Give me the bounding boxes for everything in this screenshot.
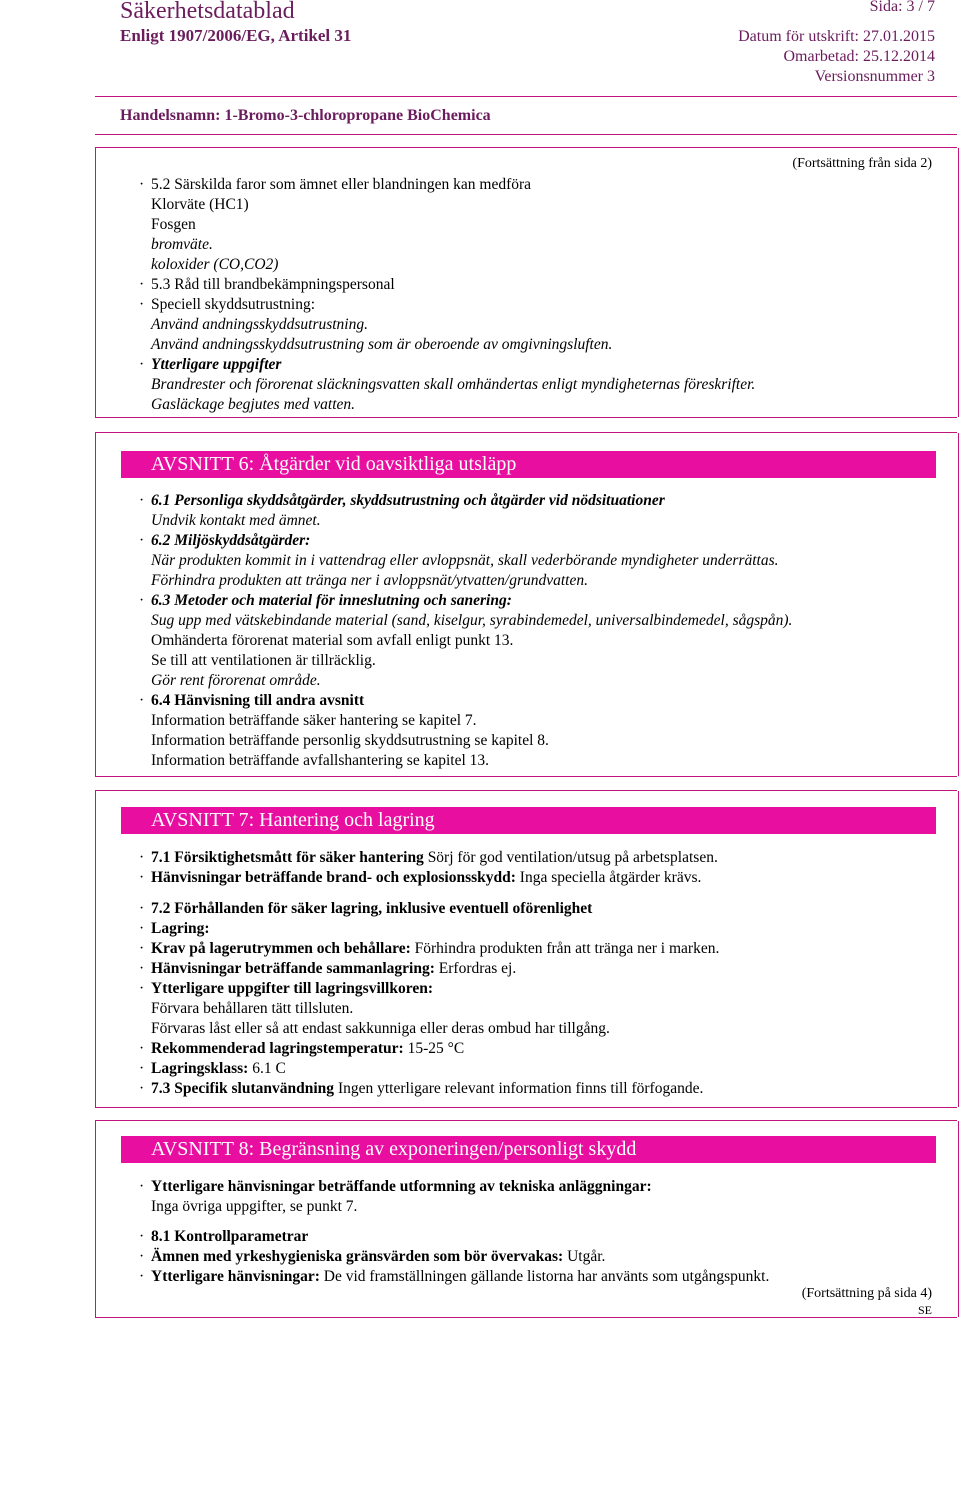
text-6-3a: Sug upp med vätskebindande material (sand, kiselgur, syrabindemedel, universalbindemedel, sågspån). [151, 612, 793, 629]
text-6-3c: Se till att ventilationen är tillräcklig. [151, 652, 376, 669]
heading-technical-facilities: Ytterligare hänvisningar beträffande utformning av tekniska anläggningar: [151, 1178, 652, 1195]
equipment-line-2: Använd andningsskyddsutrustning som är oberoende av omgivningsluften. [151, 336, 613, 353]
heading-storage: Lagring: [151, 920, 210, 937]
print-date: Datum för utskrift: 27.01.2015 [738, 28, 935, 45]
text-fire-protection: Inga speciella åtgärder krävs. [515, 869, 702, 886]
document-title: Säkerhetsdatablad [120, 0, 295, 24]
text-additional-notes: De vid framställningen gällande listorna har använts som utgångspunkt. [319, 1268, 770, 1285]
continued-to-note: (Fortsättning på sida 4) [801, 1286, 932, 1301]
heading-special-equipment: Speciell skyddsutrustning: [151, 296, 316, 313]
heading-joint-storage: Hänvisningar beträffande sammanlagring: [151, 960, 435, 977]
heading-6-1: 6.1 Personliga skyddsåtgärder, skyddsutrustning och åtgärder vid nödsituationer [151, 492, 665, 509]
heading-storage-temperature: Rekommenderad lagringstemperatur: [151, 1040, 404, 1057]
text-6-4c: Information beträffande avfallshantering se kapitel 13. [151, 752, 490, 769]
text-6-3b: Omhänderta förorenat material som avfall enligt punkt 13. [151, 632, 514, 649]
heading-6-2: 6.2 Miljöskyddsåtgärder: [151, 532, 311, 549]
text-joint-storage: Erfordras ej. [434, 960, 517, 977]
text-7-3: Ingen ytterligare relevant information finns till förfogande. [334, 1080, 704, 1097]
text-6-1: Undvik kontakt med ämnet. [151, 512, 321, 529]
continued-from-note: (Fortsättning från sida 2) [792, 156, 932, 171]
heading-6-3: 6.3 Metoder och material för inneslutning och sanering: [151, 592, 512, 609]
text-condition-1: Förvara behållaren tätt tillsluten. [151, 1000, 354, 1017]
section-8-box: AVSNITT 8: Begränsning av exponeringen/personligt skydd · Ytterligare hänvisningar beträffande utformning av tekniska anläggningar: Inga övriga uppgifter, se punkt 7. · 8.1 Kontrollparametrar · Ämnen med yrkeshygieniska gränsvärden som bör övervakas: Utgår. · Ytterligare hänvisningar: De vid framställningen gällande listorna har använts som utgångspunkt. (Fortsättning på sida 4) SE [95, 1120, 957, 1318]
section-5-box: (Fortsättning från sida 2) · 5.2 Särskilda faror som ämnet eller blandningen kan medföra Klorväte (HC1) Fosgen bromväte. koloxider (CO,CO2) · 5.3 Råd till brandbekämpningspersonal · Speciell skyddsutrustning: Använd andningsskyddsutrustning. Använd andningsskyddsutrustning som är oberoende av omgivningsluften. · Ytterligare uppgifter Brandrester och förorenat släckningsvatten skall omhändertas enligt myndigheternas föreskrifter. Gasläckage begjutes med vatten. [95, 147, 957, 418]
text-6-4a: Information beträffande säker hantering se kapitel 7. [151, 712, 477, 729]
text-6-3d: Gör rent förorenat område. [151, 672, 321, 689]
text-7-1: Sörj för god ventilation/utsug på arbetsplatsen. [423, 849, 718, 866]
revision-date: Omarbetad: 25.12.2014 [783, 48, 935, 65]
text-6-2b: Förhindra produkten att tränga ner i avloppsnät/ytvatten/grundvatten. [151, 572, 588, 589]
hazard-hcl: Klorväte (HC1) [151, 196, 249, 213]
hazard-co: koloxider (CO,CO2) [151, 256, 279, 273]
section-6-box: AVSNITT 6: Åtgärder vid oavsiktliga utsläpp · 6.1 Personliga skyddsåtgärder, skyddsutrustning och åtgärder vid nödsituationer Undvik kontakt med ämnet. · 6.2 Miljöskyddsåtgärder: När produkten kommit in i vattendrag eller avloppsnät, skall vederbörande myndigheter underrättas. Förhindra produkten att tränga ner i avloppsnät/ytvatten/grundvatten. · 6.3 Metoder och material för inneslutning och sanering: Sug upp med vätskebindande material (sand, kiselgur, syrabindemedel, universalbindemedel, sågspån). Omhänderta förorenat material som avfall enligt punkt 13. Se till att ventilationen är tillräcklig. Gör rent förorenat område. · 6.4 Hänvisning till andra avsnitt Information beträffande säker hantering se kapitel 7. Information beträffande personlig skyddsutrustning se kapitel 8. Information beträffande avfallshantering se kapitel 13. [95, 432, 957, 777]
heading-fire-protection: Hänvisningar beträffande brand- och explosionsskydd: [151, 869, 516, 886]
heading-storage-conditions: Ytterligare uppgifter till lagringsvillkoren: [151, 980, 433, 997]
heading-7-2: 7.2 Förhållanden för säker lagring, inklusive eventuell oförenlighet [151, 900, 593, 917]
section-6-title: AVSNITT 6: Åtgärder vid oavsiktliga utsläpp [121, 451, 936, 478]
trade-name-rule [95, 134, 957, 135]
heading-8-1: 8.1 Kontrollparametrar [151, 1228, 309, 1245]
section-8-title: AVSNITT 8: Begränsning av exponeringen/personligt skydd [121, 1136, 936, 1163]
heading-storage-requirements: Krav på lagerutrymmen och behållare: [151, 940, 411, 957]
heading-storage-class: Lagringsklass: [151, 1060, 249, 1077]
text-condition-2: Förvaras låst eller så att endast sakkunniga eller deras ombud har tillgång. [151, 1020, 610, 1037]
text-storage-class: 6.1 C [248, 1060, 286, 1077]
additional-info-1: Brandrester och förorenat släckningsvatten skall omhändertas enligt myndigheternas föreskrifter. [151, 376, 756, 393]
language-code: SE [917, 1303, 932, 1317]
text-6-4b: Information beträffande personlig skyddsutrustning se kapitel 8. [151, 732, 549, 749]
heading-exposure-limits: Ämnen med yrkeshygieniska gränsvärden som bör övervakas: [151, 1248, 564, 1265]
regulation-reference: Enligt 1907/2006/EG, Artikel 31 [120, 26, 352, 45]
text-storage-temperature: 15-25 °C [403, 1040, 465, 1057]
version-number: Versionsnummer 3 [814, 68, 935, 85]
equipment-line-1: Använd andningsskyddsutrustning. [151, 316, 368, 333]
text-technical-facilities: Inga övriga uppgifter, se punkt 7. [151, 1198, 358, 1215]
page-number: Sida: 3 / 7 [869, 0, 935, 15]
text-6-2a: När produkten kommit in i vattendrag eller avloppsnät, skall vederbörande myndigheter underrättas. [151, 552, 779, 569]
heading-6-4: 6.4 Hänvisning till andra avsnitt [151, 692, 365, 709]
additional-info-2: Gasläckage begjutes med vatten. [151, 396, 356, 413]
header-rule [95, 96, 957, 97]
heading-additional-info: Ytterligare uppgifter [151, 356, 282, 373]
trade-name: Handelsnamn: 1-Bromo-3-chloropropane BioChemica [120, 107, 491, 124]
heading-5-2: 5.2 Särskilda faror som ämnet eller blandningen kan medföra [151, 176, 532, 193]
section-7-box: AVSNITT 7: Hantering och lagring · 7.1 Försiktighetsmått för säker hantering Sörj för god ventilation/utsug på arbetsplatsen. · Hänvisningar beträffande brand- och explosionsskydd: Inga speciella åtgärder krävs. · 7.2 Förhållanden för säker lagring, inklusive eventuell oförenlighet · Lagring: · Krav på lagerutrymmen och behållare: Förhindra produkten från att tränga ner i marken. · Hänvisningar beträffande sammanlagring: Erfordras ej. · Ytterligare uppgifter till lagringsvillkoren: Förvara behållaren tätt tillsluten. Förvaras låst eller så att endast sakkunniga eller deras ombud har tillgång. · Rekommenderad lagringstemperatur: 15-25 °C · Lagringsklass: 6.1 C · 7.3 Specifik slutanvändning Ingen ytterligare relevant information finns till förfogande. [95, 790, 957, 1108]
heading-additional-notes: Ytterligare hänvisningar: [151, 1268, 320, 1285]
heading-7-3: 7.3 Specifik slutanvändning [151, 1080, 335, 1097]
text-exposure-limits: Utgår. [563, 1248, 606, 1265]
section-7-title: AVSNITT 7: Hantering och lagring [121, 807, 936, 834]
heading-5-3: 5.3 Råd till brandbekämpningspersonal [151, 276, 395, 293]
text-storage-requirements: Förhindra produkten från att tränga ner i marken. [410, 940, 720, 957]
hazard-hbr: bromväte. [151, 236, 213, 253]
heading-7-1: 7.1 Försiktighetsmått för säker hantering [151, 849, 424, 866]
hazard-phosgene: Fosgen [151, 216, 196, 233]
